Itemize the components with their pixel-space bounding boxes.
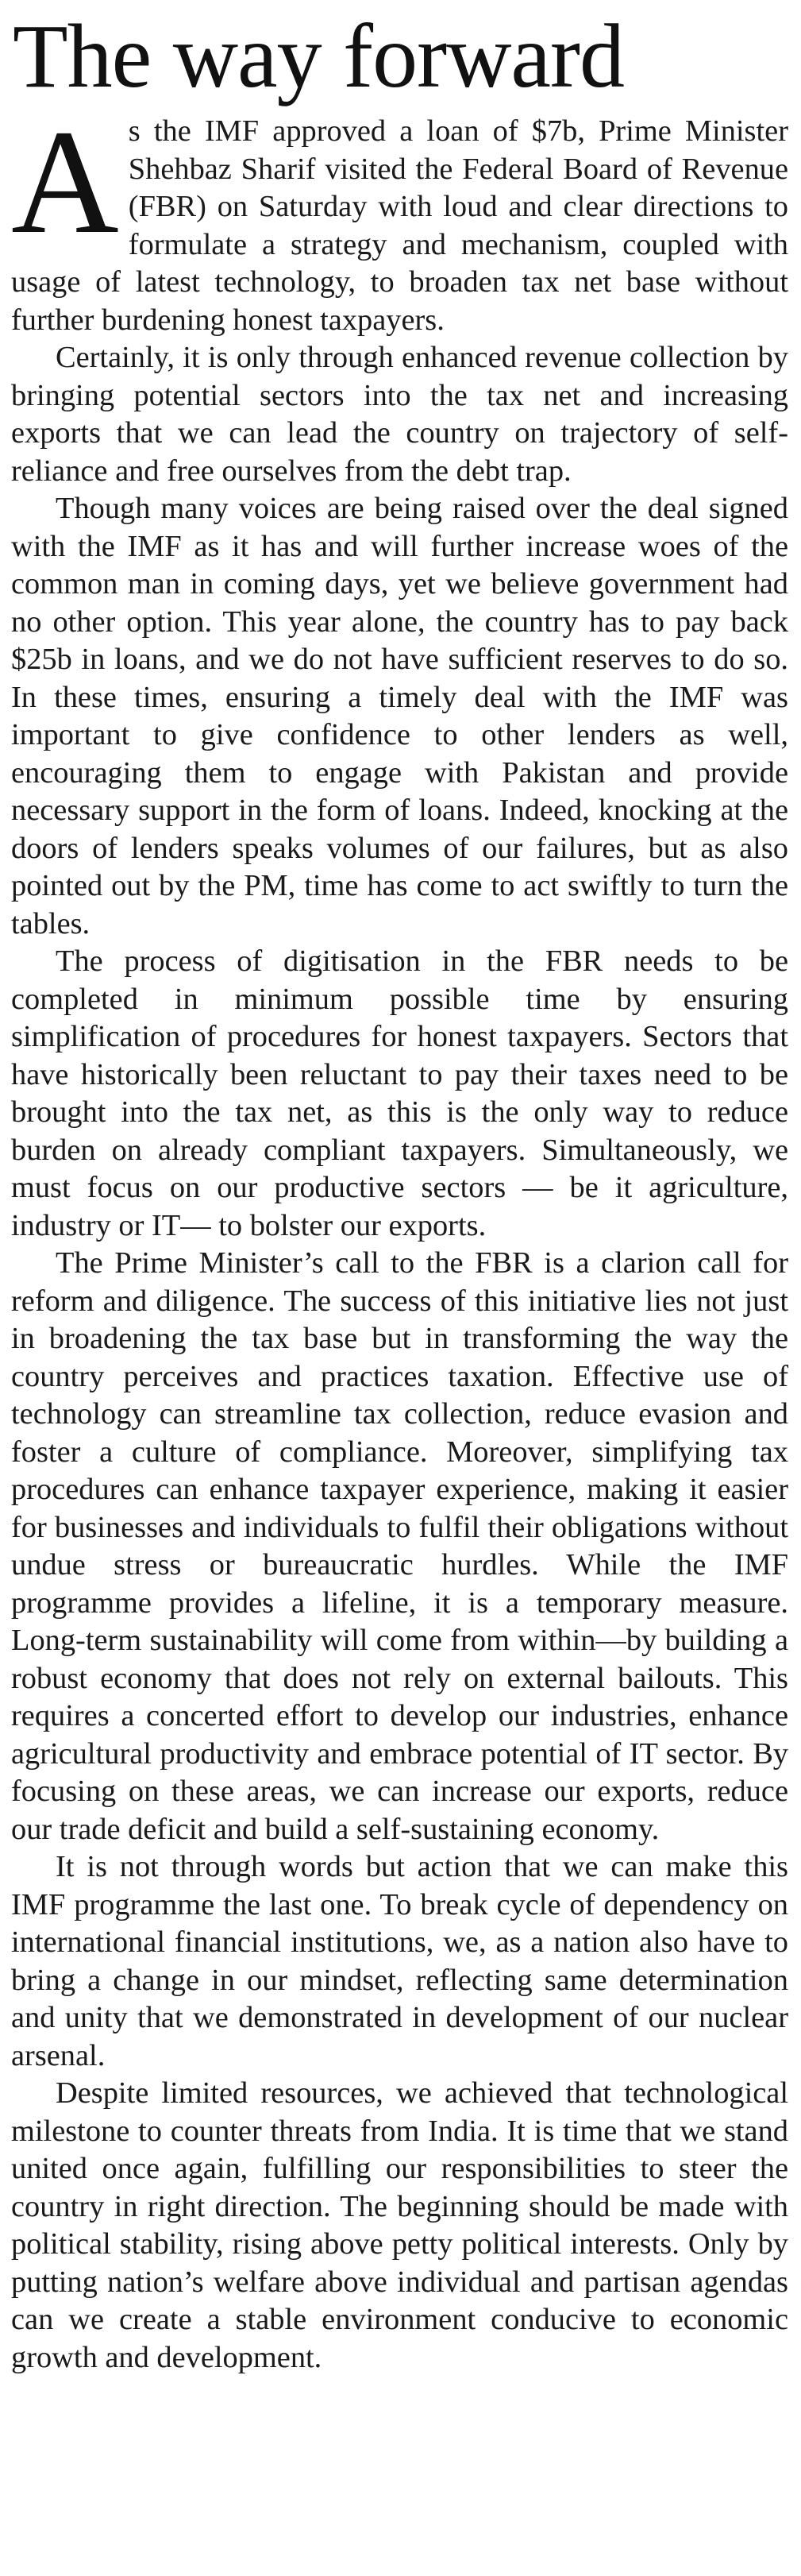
paragraph-7: Despite limited resources, we achieved that technological milestone to counter threats from India. It is time that we stand united once again, fulfilling our responsibilities to steer the country in right direction. The beginning should be made with political stability, rising above petty political interests. Only by putting nation’s welfare above individual and partisan agendas can we create a stable environment conducive to economic growth and development. (11, 2076, 788, 2374)
drop-cap: A (11, 98, 119, 265)
paragraph-1 (11, 98, 788, 339)
paragraph-4: The process of digitisation in the FBR needs to be completed in minimum possible time by ensuring simplification of procedures for honest taxpayers. Sectors that have historically been reluctant to pay their taxes need to be brought into the tax net, as this is the only way to reduce burden on already compliant taxpayers. Simultaneously, we must focus on our productive sectors — be it agriculture, industry or IT— to bolster our exports. (11, 944, 788, 1242)
headline: The way forward (13, 6, 624, 106)
article-body (11, 98, 788, 2377)
paragraph-5: The Prime Minister’s call to the FBR is a clarion call for reform and diligence. The success of this initiative lies not just in broadening the tax base but in transforming the way the country perceives and practices taxation. Effective use of technology can streamline tax collection, reduce evasion and foster a culture of compliance. Moreover, simplifying tax procedures can enhance taxpayer experience, making it easier for businesses and individuals to fulfil their obligations without undue stress or bureaucratic hurdles. While the IMF programme provides a lifeline, it is a temporary measure. Long-term sustainability will come from within—by building a robust economy that does not rely on external bailouts. This requires a concerted effort to develop our industries, enhance agricultural productivity and embrace potential of IT sector. By focusing on these areas, we can increase our exports, reduce our trade deficit and build a self-sustaining economy. (11, 1246, 788, 1846)
paragraph-3: Though many voices are being raised over the deal signed with the IMF as it has and will further increase woes of the common man in coming days, yet we believe government had no other option. This year alone, the country has to pay back $25b in loans, and we do not have sufficient reserves to do so. In these times, ensuring a timely deal with the IMF was important to give confidence to other lenders as well, encouraging them to engage with Pakistan and provide necessary support in the form of loans. Indeed, knocking at the doors of lenders speaks volumes of our failures, but as also pointed out by the PM, time has come to act swiftly to turn the tables. (11, 492, 788, 940)
paragraph-2: Certainly, it is only through enhanced revenue collection by bringing potential sectors into the tax net and increasing exports that we can lead the country on trajectory of self-reliance and free ourselves from the debt trap. (11, 341, 788, 488)
paragraph-1-text: s the IMF approved a loan of $7b, Prime Minister Shehbaz Sharif visited the Federal Board of Revenue (FBR) on Saturday with loud and clear directions to formulate a strategy and mechanism, coupled with usage of latest technology, to broaden tax net base without further burdening honest taxpayers. (11, 114, 788, 337)
paragraph-6: It is not through words but action that we can make this IMF programme the last one. To break cycle of dependency on international financial institutions, we, as a nation also have to bring a change in our mindset, reflecting same determination and unity that we demonstrated in development of our nuclear arsenal. (11, 1850, 788, 2072)
